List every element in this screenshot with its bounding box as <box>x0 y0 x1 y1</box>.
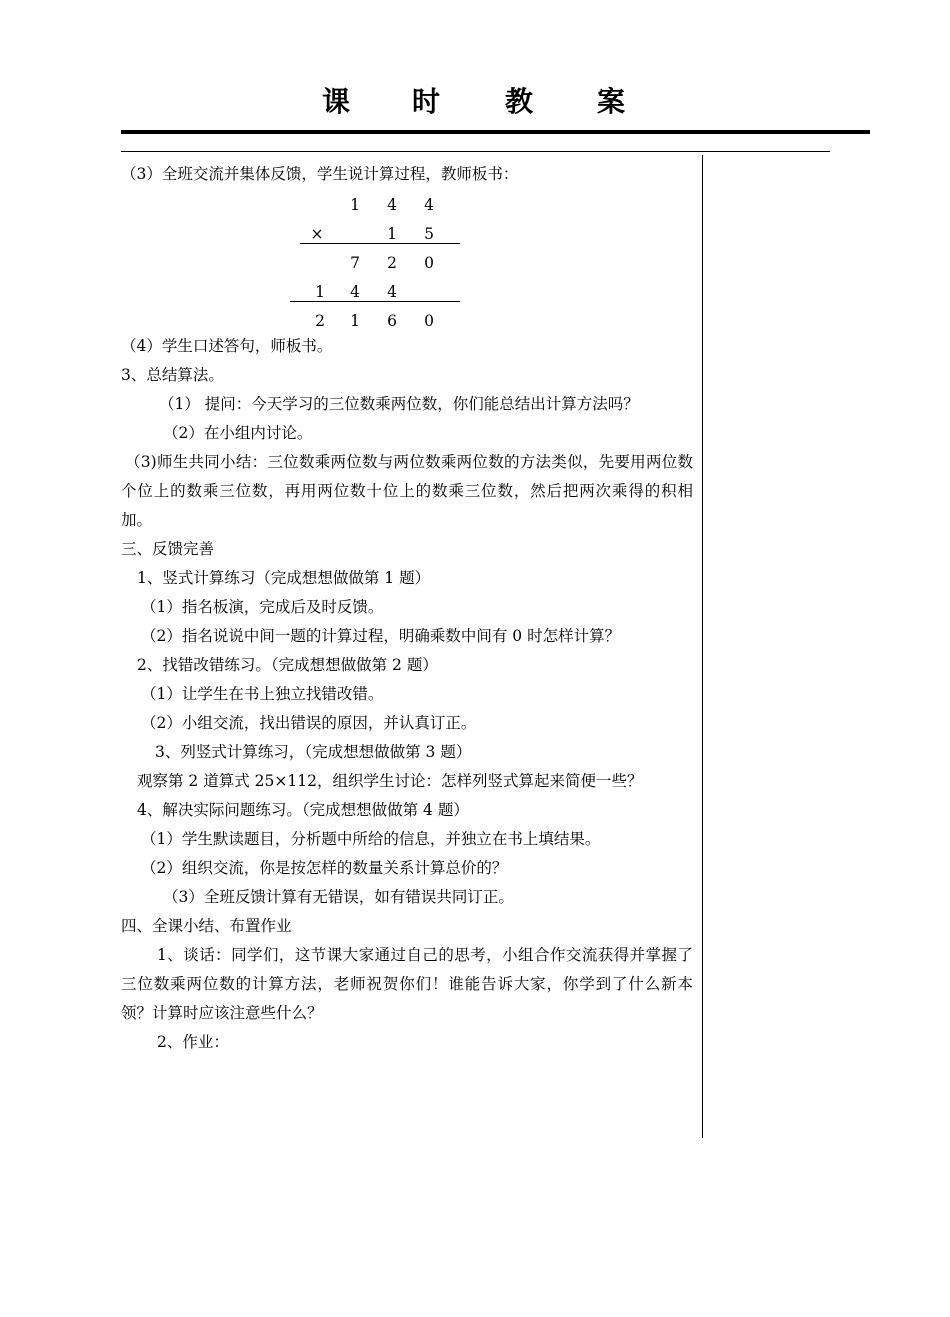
calc-digit: 2 <box>387 254 397 272</box>
line-step-3: （3）全班交流并集体反馈，学生说计算过程，教师板书： <box>121 165 519 183</box>
title-char: 教 <box>505 85 534 118</box>
line-exercise-1: 1、竖式计算练习（完成想想做做第 1 题） <box>137 569 431 587</box>
calc-digit: 0 <box>424 254 434 272</box>
line-exercise-2-1: （1）让学生在书上独立找错改错。 <box>141 685 384 703</box>
line-exercise-2: 2、找错改错练习。（完成想想做做第 2 题） <box>137 656 438 674</box>
calc-digit: 2 <box>315 312 325 330</box>
calc-rule-1 <box>300 243 460 244</box>
title-thin-rule <box>121 151 830 152</box>
line-exercise-1-2: （2）指名说说中间一题的计算过程，明确乘数中间有 0 时怎样计算？ <box>141 627 621 645</box>
line-discuss: （2）在小组内讨论。 <box>163 424 313 442</box>
line-exercise-4: 4、解决实际问题练习。（完成想想做做第 4 题） <box>137 801 469 819</box>
calc-rule-2 <box>290 301 460 302</box>
calc-digit: 0 <box>424 312 434 330</box>
line-exercise-2-2: （2）小组交流，找出错误的原因，并认真订正。 <box>141 714 477 732</box>
calc-digit: 1 <box>387 225 397 243</box>
calc-digit: 4 <box>424 196 434 214</box>
line-exercise-4-1: （1）学生默读题目，分析题中所给的信息，并独立在书上填结果。 <box>141 830 601 848</box>
line-step-4: （4）学生口述答句，师板书。 <box>121 337 333 355</box>
line-exercise-1-1: （1）指名板演，完成后及时反馈。 <box>141 598 384 616</box>
paragraph-summary: （3)师生共同小结：三位数乘两位数与两位数乘两位数的方法类似，先要用两位数个位上的数乘三位数，再用两位数十位上的数乘三位数，然后把两次乘得的积相加。 <box>121 453 693 529</box>
line-exercise-3: 3、列竖式计算练习，（完成想想做做第 3 题） <box>155 743 472 761</box>
page-title <box>0 82 950 122</box>
line-exercise-4-3: （3）全班反馈计算有无错误，如有错误共同订正。 <box>163 888 514 906</box>
title-char: 课 <box>322 85 351 118</box>
title-char: 案 <box>597 85 626 118</box>
calc-digit: 1 <box>315 283 325 301</box>
margin-column-divider <box>702 155 703 1138</box>
section-feedback-heading: 三、反馈完善 <box>121 540 215 558</box>
calc-digit: 7 <box>350 254 360 272</box>
calc-digit: 4 <box>387 283 397 301</box>
title-char: 时 <box>412 85 441 118</box>
paragraph-talk: 1、谈话：同学们，这节课大家通过自己的思考，小组合作交流获得并掌握了三位数乘两位数的计算方法，老师祝贺你们！谁能告诉大家，你学到了什么新本领？计算时应该注意些什么？ <box>121 946 693 1022</box>
calc-digit: 4 <box>387 196 397 214</box>
line-exercise-3-note: 观察第 2 道算式 25×112，组织学生讨论：怎样列竖式算起来简便一些？ <box>137 772 643 790</box>
line-exercise-4-2: （2）组织交流，你是按怎样的数量关系计算总价的？ <box>141 859 508 877</box>
section-wrapup-heading: 四、全课小结、布置作业 <box>121 917 292 935</box>
calc-digit: 6 <box>387 312 397 330</box>
calc-digit: 4 <box>350 283 360 301</box>
line-homework: 2、作业： <box>157 1033 229 1051</box>
section-summary-heading: 3、总结算法。 <box>121 366 224 384</box>
multiply-sign: × <box>310 225 324 243</box>
line-question: （1） 提问：今天学习的三位数乘两位数，你们能总结出计算方法吗？ <box>159 395 639 413</box>
calc-digit: 5 <box>424 225 434 243</box>
calc-digit: 1 <box>350 196 360 214</box>
title-thick-rule <box>121 130 870 134</box>
calc-digit: 1 <box>350 312 360 330</box>
